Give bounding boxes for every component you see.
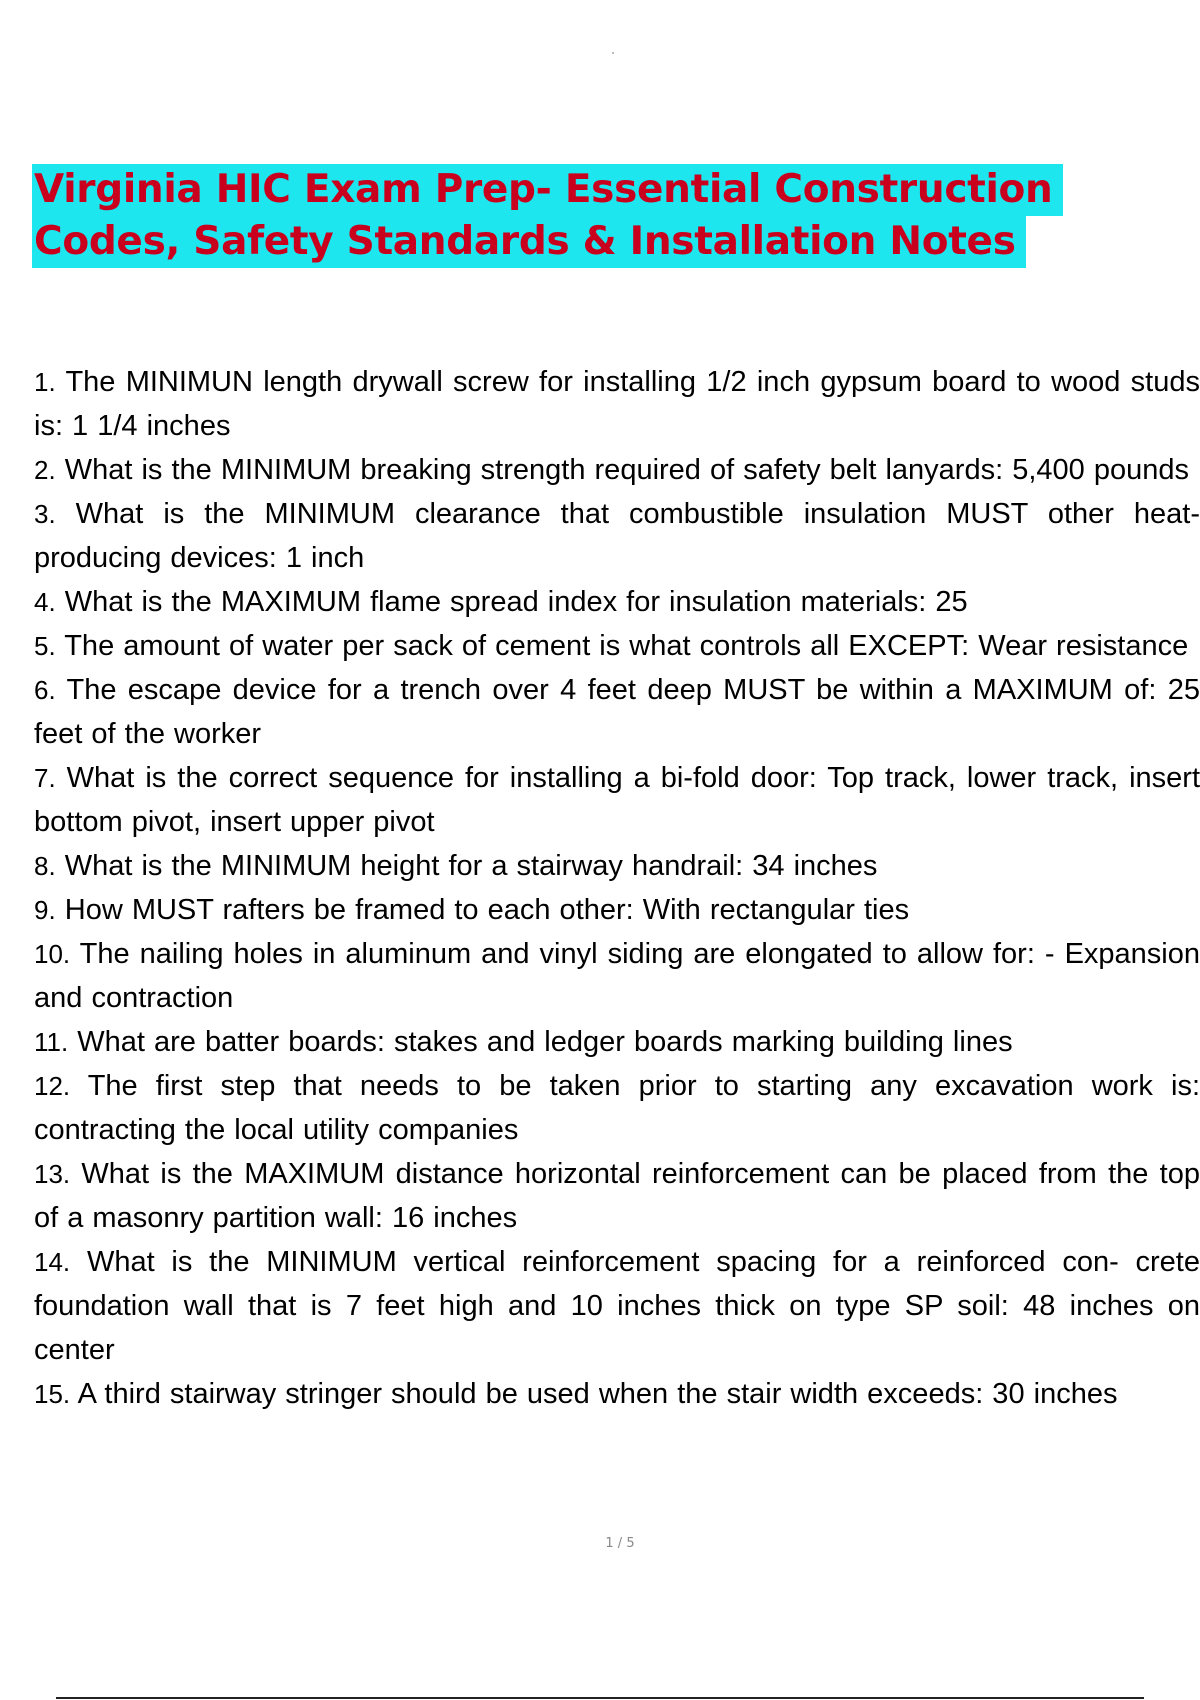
item-text: The amount of water per sack of cement is what controls all EXCEPT: Wear resistance: [55, 630, 1189, 662]
list-item: [34, 1152, 1200, 1240]
item-text: The first step that needs to be taken prior to starting any excavation work is: contracting the local utility companies: [34, 1070, 1200, 1146]
list-item: [34, 932, 1200, 1020]
item-text: What is the MINIMUM height for a stairway handrail: 34 inches: [55, 850, 878, 882]
item-text: The escape device for a trench over 4 feet deep MUST be within a MAXIMUM of: 25 feet of the worker: [34, 674, 1200, 750]
title-line-1: Virginia HIC Exam Prep- Essential Construction: [32, 164, 1063, 216]
item-text: How MUST rafters be framed to each other: With rectangular ties: [55, 894, 910, 926]
item-number: 5.: [34, 631, 56, 661]
item-number: 10.: [34, 939, 71, 969]
list-item: [34, 756, 1200, 844]
item-text: What is the correct sequence for installing a bi-fold door: Top track, lower track, insert bottom pivot, insert upper pivot: [34, 762, 1200, 838]
item-number: 15.: [34, 1379, 71, 1409]
list-item: [34, 1372, 1200, 1416]
item-text: What are batter boards: stakes and ledger boards marking building lines: [68, 1026, 1013, 1058]
document-title: [32, 164, 1152, 268]
item-number: 2.: [34, 455, 56, 485]
item-text: What is the MINIMUM clearance that combustible insulation MUST other heat-producing devices: 1 inch: [34, 498, 1200, 574]
item-number: 1.: [34, 367, 56, 397]
list-item: [34, 360, 1200, 448]
item-number: 13.: [34, 1159, 71, 1189]
item-number: 11.: [34, 1027, 69, 1057]
list-item: [34, 668, 1200, 756]
item-text: What is the MAXIMUM distance horizontal reinforcement can be placed from the top of a masonry partition wall: 16 inches: [34, 1158, 1200, 1234]
list-item: [34, 624, 1200, 668]
list-item: [34, 1020, 1200, 1064]
item-number: 12.: [34, 1071, 71, 1101]
question-answer-list: [34, 360, 1200, 1416]
list-item: [34, 580, 1200, 624]
title-line-2: Codes, Safety Standards & Installation Notes: [32, 216, 1026, 268]
item-number: 9.: [34, 895, 56, 925]
item-number: 6.: [34, 675, 56, 705]
list-item: [34, 844, 1200, 888]
scan-dot: [612, 52, 614, 54]
item-number: 8.: [34, 851, 56, 881]
list-item: [34, 1064, 1200, 1152]
list-item: [34, 492, 1200, 580]
item-number: 3.: [34, 499, 56, 529]
item-number: 7.: [34, 763, 56, 793]
item-text: What is the MINIMUM vertical reinforcement spacing for a reinforced con- crete foundation wall that is 7 feet high and 10 inches thick on type SP soil: 48 inches on center: [34, 1246, 1200, 1366]
item-text: What is the MINIMUM breaking strength required of safety belt lanyards: 5,400 pounds: [55, 454, 1189, 486]
list-item: [34, 888, 1200, 932]
item-number: 14.: [34, 1247, 71, 1277]
list-item: [34, 448, 1200, 492]
item-text: What is the MAXIMUM flame spread index for insulation materials: 25: [55, 586, 968, 618]
page-number: 1 / 5: [605, 1536, 635, 1551]
item-text: The nailing holes in aluminum and vinyl siding are elongated to allow for: - Expansion and contraction: [34, 938, 1200, 1014]
list-item: [34, 1240, 1200, 1372]
item-text: The MINIMUN length drywall screw for installing 1/2 inch gypsum board to wood studs is: 1 1/4 inches: [34, 366, 1200, 442]
footer-rule: [56, 1697, 1144, 1699]
item-number: 4.: [34, 587, 56, 617]
item-text: A third stairway stringer should be used when the stair width exceeds: 30 inches: [70, 1378, 1118, 1410]
